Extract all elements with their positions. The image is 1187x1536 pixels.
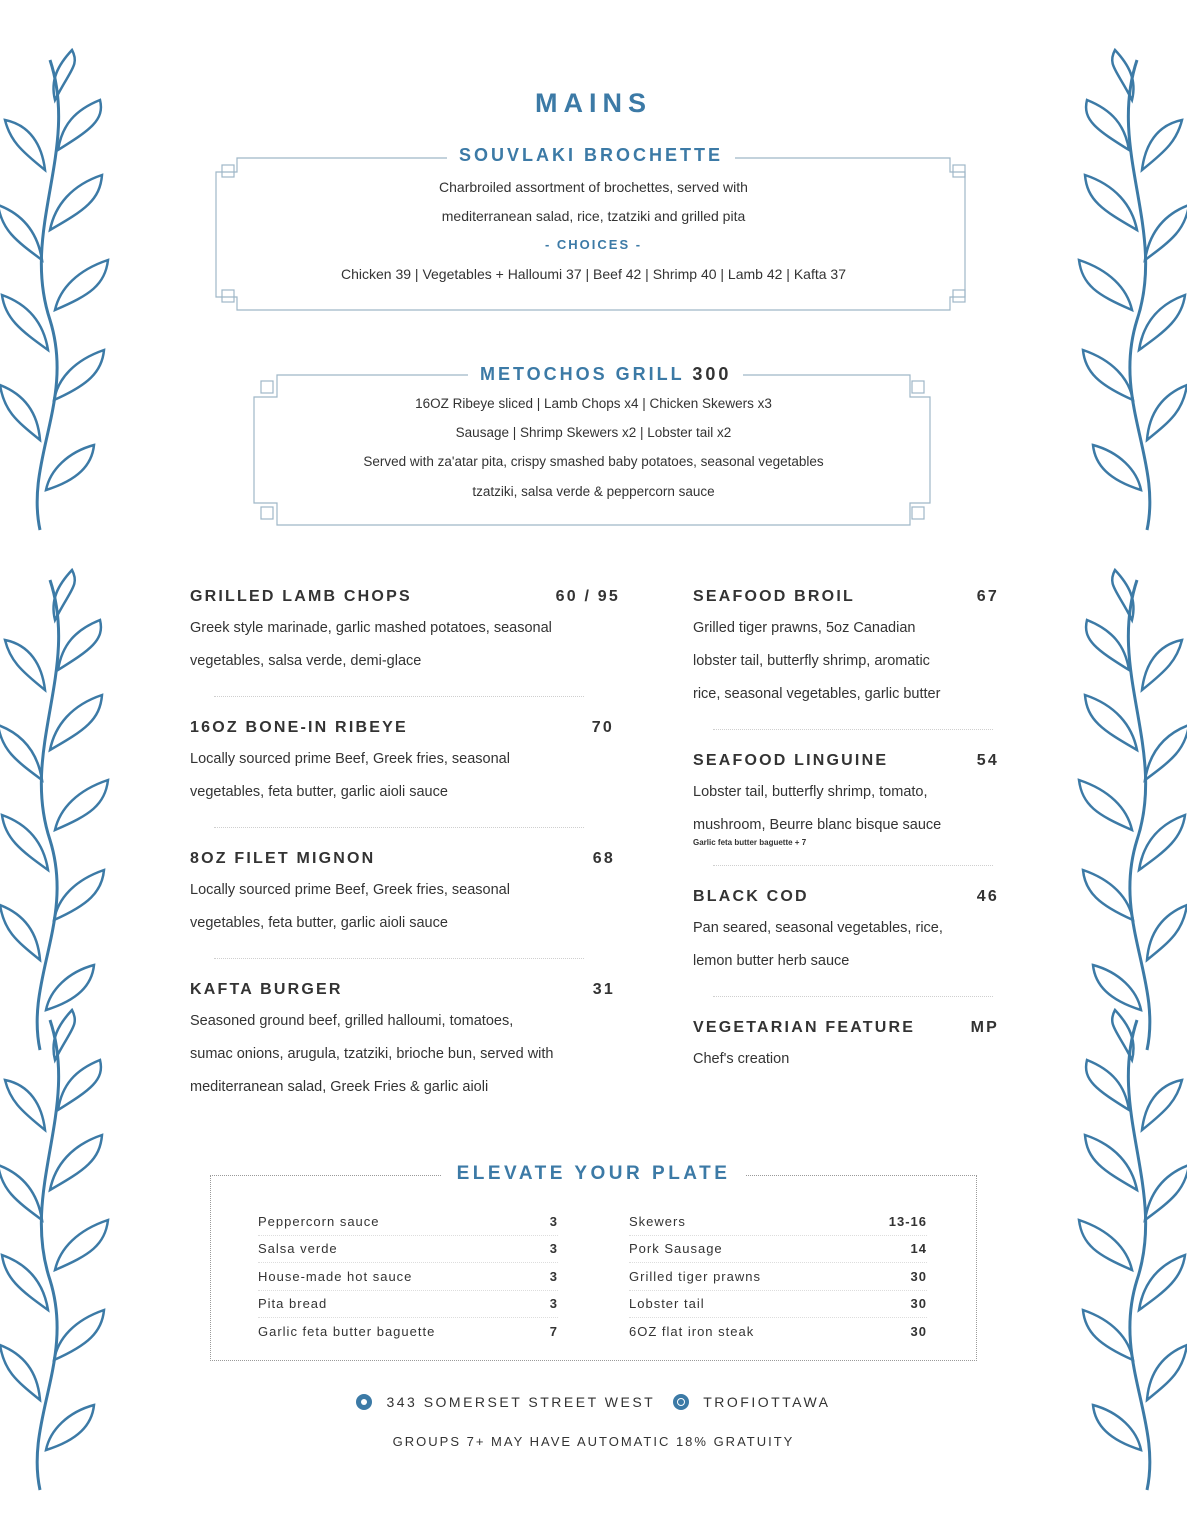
addons-right <box>629 1208 927 1346</box>
addon-price: 7 <box>549 1324 558 1340</box>
divider <box>214 958 584 959</box>
addon-price: 3 <box>549 1213 558 1229</box>
item-price: 31 <box>592 981 615 998</box>
item-name: 16OZ BONE-IN RIBEYE <box>190 719 408 736</box>
metochos-name: METOCHOS GRILL <box>480 364 685 384</box>
addon-row <box>629 1236 927 1264</box>
addon-price: 3 <box>549 1268 558 1284</box>
addon-price: 30 <box>910 1324 927 1340</box>
addon-row <box>629 1318 927 1346</box>
addon-name: 6OZ flat iron steak <box>629 1324 755 1340</box>
item-desc-line: Seasoned ground beef, grilled halloumi, tomatoes, <box>190 1013 514 1029</box>
souvlaki-choices: Chicken 39 | Vegetables + Halloumi 37 | Beef 42 | Shrimp 40 | Lamb 42 | Kafta 37 <box>341 266 846 282</box>
addon-row <box>629 1208 927 1236</box>
souvlaki-choices-label: - CHOICES - <box>544 237 643 252</box>
menu-item <box>190 981 620 1104</box>
metochos-line-1: 16OZ Ribeye sliced | Lamb Chops x4 | Chicken Skewers x3 <box>415 396 772 411</box>
item-desc-line: Locally sourced prime Beef, Greek fries, seasonal <box>190 751 510 767</box>
divider <box>713 865 993 866</box>
addon-price: 3 <box>549 1296 558 1312</box>
page-title: MAINS <box>535 88 652 118</box>
elevate-title <box>0 1163 1187 1185</box>
item-name: SEAFOOD LINGUINE <box>693 752 889 769</box>
metochos-price: 300 <box>692 364 732 384</box>
menu-item <box>190 588 620 697</box>
item-note: Garlic feta butter baguette + 7 <box>693 838 807 847</box>
souvlaki-title: SOUVLAKI BROCHETTE <box>447 145 735 166</box>
item-desc-line: vegetables, salsa verde, demi-glace <box>190 653 422 669</box>
item-name: VEGETARIAN FEATURE <box>693 1019 916 1036</box>
item-desc-line: Locally sourced prime Beef, Greek fries, seasonal <box>190 882 510 898</box>
addon-row <box>258 1236 558 1264</box>
addon-price: 30 <box>910 1268 927 1284</box>
addon-name: Lobster tail <box>629 1296 705 1312</box>
menu-item <box>190 719 620 828</box>
item-price: 70 <box>591 719 614 736</box>
location-pin-icon <box>356 1394 372 1410</box>
addon-name: Grilled tiger prawns <box>629 1268 761 1284</box>
addon-name: Garlic feta butter baguette <box>258 1324 436 1340</box>
addon-name: Pork Sausage <box>629 1241 723 1257</box>
metochos-title <box>468 364 743 385</box>
addon-row <box>629 1291 927 1319</box>
item-desc-line: vegetables, feta butter, garlic aioli sauce <box>190 915 448 931</box>
item-name: GRILLED LAMB CHOPS <box>190 588 412 605</box>
menu-item <box>693 588 999 730</box>
item-desc-line: Grilled tiger prawns, 5oz Canadian <box>693 620 916 636</box>
addon-price: 14 <box>910 1241 927 1257</box>
addon-price: 30 <box>910 1296 927 1312</box>
item-desc-line: sumac onions, arugula, tzatziki, brioche bun, served with <box>190 1046 554 1062</box>
footer-address: 343 SOMERSET STREET WEST <box>386 1394 656 1410</box>
item-desc-line: mediterranean salad, Greek Fries & garlic aioli <box>190 1079 489 1095</box>
footer-gratuity-note: GROUPS 7+ MAY HAVE AUTOMATIC 18% GRATUITY <box>392 1434 795 1449</box>
elevate-title-text: ELEVATE YOUR PLATE <box>441 1163 747 1185</box>
metochos-line-4: tzatziki, salsa verde & peppercorn sauce <box>472 484 715 499</box>
addon-name: Pita bread <box>258 1296 328 1312</box>
item-desc-line: rice, seasonal vegetables, garlic butter <box>693 686 941 702</box>
addon-row <box>258 1318 558 1346</box>
divider <box>713 729 993 730</box>
item-price: 60 / 95 <box>555 588 620 605</box>
item-price: 46 <box>976 888 999 905</box>
souvlaki-desc-2: mediterranean salad, rice, tzatziki and grilled pita <box>441 208 746 224</box>
addon-row <box>258 1263 558 1291</box>
item-desc-line: Chef's creation <box>693 1051 790 1067</box>
item-desc-line: Greek style marinade, garlic mashed potatoes, seasonal <box>190 620 552 636</box>
item-name: 8OZ FILET MIGNON <box>190 850 376 867</box>
metochos-line-3: Served with za'atar pita, crispy smashed baby potatoes, seasonal vegetables <box>363 454 824 469</box>
instagram-icon <box>673 1394 689 1410</box>
addon-name: Peppercorn sauce <box>258 1213 380 1229</box>
divider <box>713 996 993 997</box>
item-price: 68 <box>592 850 615 867</box>
item-desc-line: mushroom, Beurre blanc bisque sauce <box>693 817 942 833</box>
souvlaki-desc-1: Charbroiled assortment of brochettes, served with <box>439 179 748 195</box>
divider <box>214 827 584 828</box>
item-price: MP <box>970 1019 999 1036</box>
item-price: 67 <box>976 588 999 605</box>
left-menu-column <box>190 588 620 1104</box>
addon-row <box>629 1263 927 1291</box>
addon-price: 3 <box>549 1241 558 1257</box>
footer-contact <box>0 1394 1187 1410</box>
addon-name: Skewers <box>629 1213 686 1229</box>
item-desc-line: lobster tail, butterfly shrimp, aromatic <box>693 653 930 669</box>
footer-social[interactable]: TROFIOTTAWA <box>703 1394 831 1410</box>
item-name: KAFTA BURGER <box>190 981 343 998</box>
addons-left <box>258 1208 558 1346</box>
addon-name: House-made hot sauce <box>258 1268 413 1284</box>
item-price: 54 <box>976 752 999 769</box>
item-desc-line: vegetables, feta butter, garlic aioli sauce <box>190 784 448 800</box>
item-name: BLACK COD <box>693 888 809 905</box>
right-menu-column <box>693 588 999 1076</box>
addon-row <box>258 1208 558 1236</box>
menu-item <box>693 1019 999 1076</box>
addon-row <box>258 1291 558 1319</box>
metochos-line-2: Sausage | Shrimp Skewers x2 | Lobster tail x2 <box>455 425 732 440</box>
divider <box>214 696 584 697</box>
item-desc-line: lemon butter herb sauce <box>693 953 850 969</box>
menu-item <box>190 850 620 959</box>
item-desc-line: Pan seared, seasonal vegetables, rice, <box>693 920 943 936</box>
menu-item <box>693 752 999 866</box>
item-desc-line: Lobster tail, butterfly shrimp, tomato, <box>693 784 928 800</box>
menu-item <box>693 888 999 997</box>
addon-name: Salsa verde <box>258 1241 338 1257</box>
item-name: SEAFOOD BROIL <box>693 588 855 605</box>
addon-price: 13-16 <box>888 1213 927 1229</box>
